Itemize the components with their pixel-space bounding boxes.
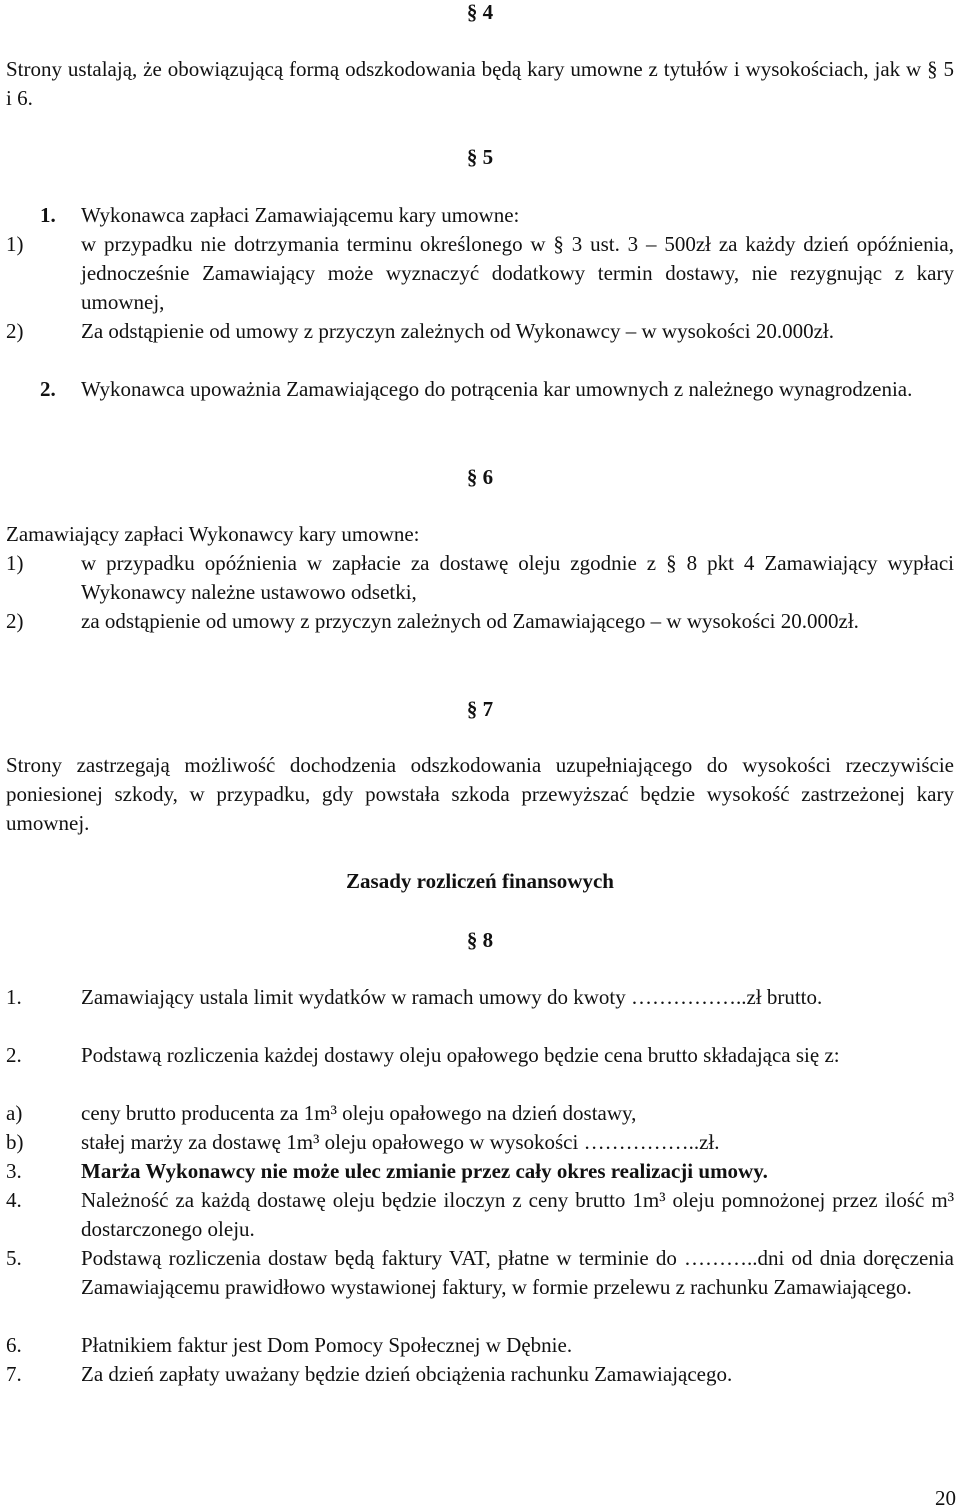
paragraph-6-intro: Zamawiający zapłaci Wykonawcy kary umowne: [6, 522, 420, 546]
section-mark-5: § 5 [466, 145, 494, 169]
page-number: 20 [935, 1486, 956, 1510]
list-item [6, 1360, 954, 1389]
item-text: stałej marży za dostawę 1m³ oleju opałowego w wysokości ……………..zł. [81, 1130, 720, 1154]
list-item [6, 1186, 954, 1244]
item-text: Wykonawca upoważnia Zamawiającego do potrącenia kar umownych z należnego wynagrodzenia. [81, 377, 913, 401]
item-number: 2. [6, 1043, 22, 1067]
item-number: b) [6, 1130, 24, 1154]
list-item [6, 230, 954, 317]
item-text: Marża Wykonawcy nie może ulec zmianie przez cały okres realizacji umowy. [81, 1159, 768, 1183]
list-item [6, 1244, 954, 1302]
section-mark-7: § 7 [466, 697, 494, 721]
list-item [6, 1041, 954, 1070]
section-mark-8: § 8 [466, 928, 494, 952]
item-text: Podstawą rozliczenia każdej dostawy oleju opałowego będzie cena brutto składająca się z: [81, 1043, 840, 1067]
item-text: za odstąpienie od umowy z przyczyn zależnych od Zamawiającego – w wysokości 20.000zł. [81, 609, 859, 633]
item-number: 2) [6, 319, 24, 343]
item-number: 2. [40, 377, 56, 401]
item-number: 5. [6, 1246, 22, 1270]
item-text: Podstawą rozliczenia dostaw będą faktury VAT, płatne w terminie do ………..dni od dnia doręczenia Zamawiającemu prawidłowo wystawionej faktury, w formie przelewu z rachunku Zamawiającego. [81, 1246, 954, 1299]
item-number: 1. [40, 203, 56, 227]
item-number: 2) [6, 609, 24, 633]
list-item [6, 607, 954, 636]
item-text: Zamawiający ustala limit wydatków w ramach umowy do kwoty ……………..zł brutto. [81, 985, 823, 1009]
item-text: Za dzień zapłaty uważany będzie dzień obciążenia rachunku Zamawiającego. [81, 1362, 733, 1386]
item-text: Wykonawca zapłaci Zamawiającemu kary umowne: [81, 203, 520, 227]
list-item [6, 549, 954, 607]
section-heading: Zasady rozliczeń finansowych [346, 869, 614, 893]
list-item [6, 317, 954, 346]
item-number: 1) [6, 232, 24, 256]
list-item [6, 983, 954, 1012]
paragraph-4-text: Strony ustalają, że obowiązującą formą odszkodowania będą kary umowne z tytułów i wysokościach, jak w § 5 i 6. [6, 57, 954, 110]
item-text: w przypadku opóźnienia w zapłacie za dostawę oleju zgodnie z § 8 pkt 4 Zamawiający wypłaci Wykonawcy należne ustawowo odsetki, [81, 551, 954, 604]
item-text: Płatnikiem faktur jest Dom Pomocy Społecznej w Dębnie. [81, 1333, 573, 1357]
item-text: ceny brutto producenta za 1m³ oleju opałowego na dzień dostawy, [81, 1101, 637, 1125]
item-number: 7. [6, 1362, 22, 1386]
item-number: 1. [6, 985, 22, 1009]
item-number: 1) [6, 551, 24, 575]
item-text: Za odstąpienie od umowy z przyczyn zależnych od Wykonawcy – w wysokości 20.000zł. [81, 319, 834, 343]
list-item [6, 1099, 954, 1128]
list-item [6, 1331, 954, 1360]
item-number: 3. [6, 1159, 22, 1183]
item-text: w przypadku nie dotrzymania terminu określonego w § 3 ust. 3 – 500zł za każdy dzień opóźnienia, jednocześnie Zamawiający może wyznaczyć dodatkowy termin dostawy, nie rezygnując z kary umownej, [81, 232, 954, 314]
list-item [6, 201, 954, 230]
item-number: 6. [6, 1333, 22, 1357]
item-text: Należność za każdą dostawę oleju będzie iloczyn z ceny brutto 1m³ oleju pomnożonej przez ilość m³ dostarczonego oleju. [81, 1188, 954, 1241]
list-item [6, 1157, 954, 1186]
list-item [6, 1128, 954, 1157]
section-mark-6: § 6 [466, 465, 494, 489]
item-number: a) [6, 1101, 23, 1125]
section-mark-4: § 4 [466, 0, 494, 24]
list-item [6, 375, 954, 404]
item-number: 4. [6, 1188, 22, 1212]
paragraph-7-text: Strony zastrzegają możliwość dochodzenia odszkodowania uzupełniającego do wysokości rzeczywiście poniesionej szkody, w przypadku, gdy powstała szkoda przewyższać będzie wysokość zastrzeżonej kary umownej. [6, 753, 954, 835]
